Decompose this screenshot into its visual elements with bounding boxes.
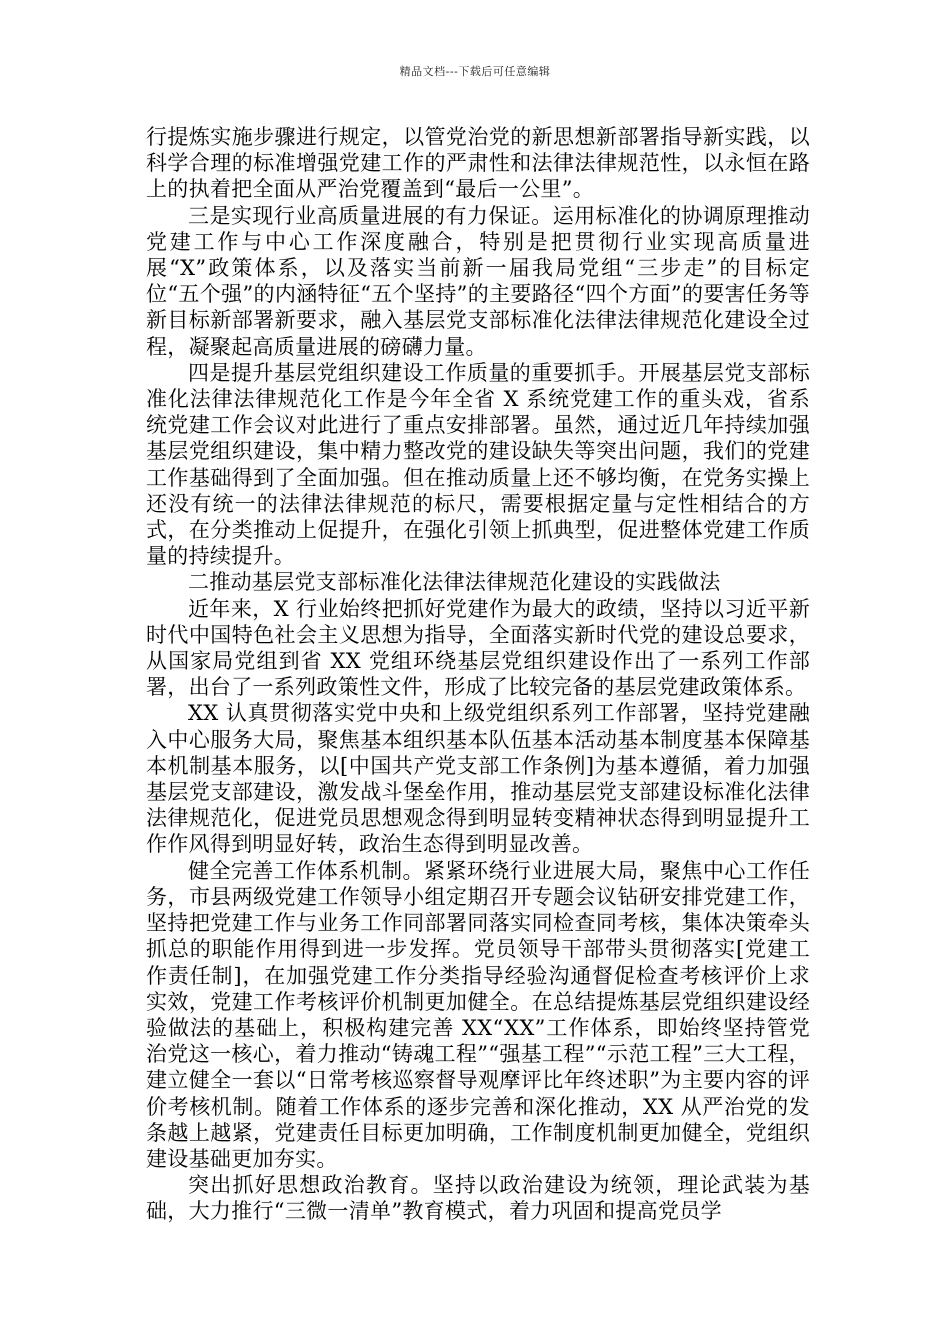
section-heading: 二推动基层党支部标准化法律法律规范化建设的实践做法 <box>188 570 721 595</box>
paragraph: 三是实现行业高质量进展的有力保证。运用标准化的协调原理推动党建工作与中心工作深度融合，特别是把贯彻行业实现高质量进展“X”政策体系，以及落实当前新一届我局党组“三步走”的目标定位“五个强”的内涵特征“五个坚持”的主要路径“四个方面”的要害任务等新目标新部署新要求，融入基层党支部标准化法律法律规范化建设全过程，凝聚起高质量进展的磅礴力量。 <box>146 203 810 359</box>
paragraph: 近年来，X 行业始终把抓好党建作为最大的政绩，坚持以习近平新时代中国特色社会主义思想为指导，全面落实新时代党的建设总要求，从国家局党组到省 XX 党组环绕基层党组织建设作出了一系列工作部署，出台了一系列政策性文件，形成了比较完备的基层党建政策体系。 <box>146 596 810 700</box>
paragraph: 四是提升基层党组织建设工作质量的重要抓手。开展基层党支部标准化法律法律规范化工作是今年全省 X 系统党建工作的重头戏，省系统党建工作会议对此进行了重点安排部署。虽然，通过近几年持续加强基层党组织建设，集中精力整改党的建设缺失等突出问题，我们的党建工作基础得到了全面加强。但在推动质量上还不够均衡，在党务实操上还没有统一的法律法律规范的标尺，需要根据定量与定性相结合的方式，在分类推动上促提升，在强化引领上抓典型，促进整体党建工作质量的持续提升。 <box>146 360 810 569</box>
page-header: 精品文档---下载后可任意编辑 <box>399 65 551 78</box>
paragraph: 行提炼实施步骤进行规定，以管党治党的新思想新部署指导新实践，以科学合理的标准增强党建工作的严肃性和法律法律规范性，以永恒在路上的执着把全面从严治党覆盖到“最后一公里”。 <box>146 125 810 202</box>
paragraph: 突出抓好思想政治教育。坚持以政治建设为统领，理论武装为基础，大力推行“三微一清单”教育模式，着力巩固和提高党员学 <box>146 1173 810 1224</box>
paragraph: 健全完善工作体系机制。紧紧环绕行业进展大局，聚焦中心工作任务，市县两级党建工作领导小组定期召开专题会议钻研安排党建工作，坚持把党建工作与业务工作同部署同落实同检查同考核，集体决策牵头抓总的职能作用得到进一步发挥。党员领导干部带头贯彻落实[党建工作责任制]，在加强党建工作分类指导经验沟通督促检查考核评价上求实效，党建工作考核评价机制更加健全。在总结提炼基层党组织建设经验做法的基础上，积极构建完善 XX“XX”工作体系，即始终坚持管党治党这一核心，着力推动“铸魂工程”“强基工程”“示范工程”三大工程，建立健全一套以“日常考核巡察督导观摩评比年终述职”为主要内容的评价考核机制。随着工作体系的逐步完善和深化推动，XX 从严治党的发条越上越紧，党建责任目标更加明确，工作制度机制更加健全，党组织建设基础更加夯实。 <box>146 858 810 1171</box>
document-body <box>146 124 810 1225</box>
paragraph: XX 认真贯彻落实党中央和上级党组织系列工作部署，坚持党建融入中心服务大局，聚焦基本组织基本队伍基本活动基本制度基本保障基本机制基本服务，以[中国共产党支部工作条例]为基本遵循，着力加强基层党支部建设，激发战斗堡垒作用，推动基层党支部建设标准化法律法律规范化，促进党员思想观念得到明显转变精神状态得到明显提升工作作风得到明显好转，政治生态得到明显改善。 <box>146 701 810 857</box>
